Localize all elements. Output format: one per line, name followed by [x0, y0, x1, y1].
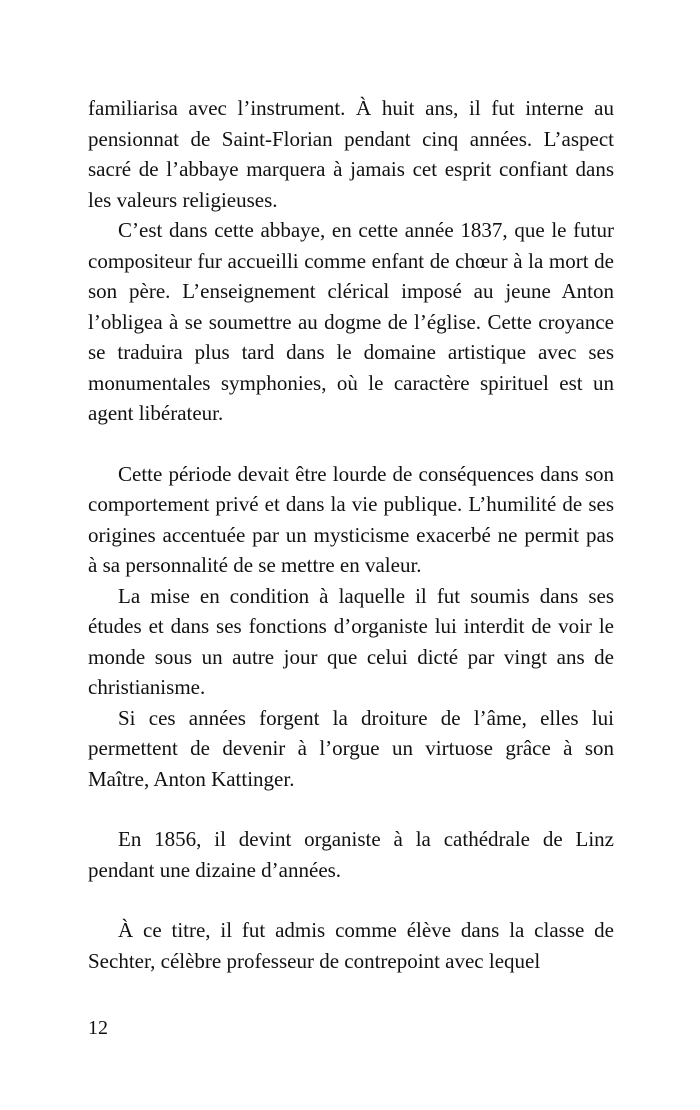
- paragraph-1: familiarisa avec l’instrument. À huit ans, il fut interne au pensionnat de Saint-Florian pendant cinq années. L’aspect sacré de l’abbaye marquera à jamais cet esprit confiant dans les valeurs religieuses.: [88, 96, 614, 212]
- page-number: 12: [88, 1017, 108, 1039]
- body-text: [88, 93, 614, 976]
- paragraph-6: En 1856, il devint organiste à la cathédrale de Linz pendant une dizaine d’années.: [88, 827, 614, 882]
- paragraph-3: Cette période devait être lourde de conséquences dans son comportement privé et dans la vie publique. L’humilité de ses origines accentuée par un mysticisme exacerbé ne permit pas à sa personnalité de se mettre en valeur.: [88, 461, 614, 577]
- paragraph-5: Si ces années forgent la droiture de l’âme, elles lui permettent de devenir à l’orgue un virtuose grâce à son Maître, Anton Kattinger.: [88, 705, 614, 791]
- paragraph-7: À ce titre, il fut admis comme élève dans la classe de Sechter, célèbre professeur de contrepoint avec lequel: [88, 918, 614, 973]
- paragraph-4: La mise en condition à laquelle il fut soumis dans ses études et dans ses fonctions d’organiste lui interdit de voir le monde sous un autre jour que celui dicté par vingt ans de christianisme.: [88, 583, 614, 699]
- paragraph-2: C’est dans cette abbaye, en cette année 1837, que le futur compositeur fur accueilli comme enfant de chœur à la mort de son père. L’enseignement clérical imposé au jeune Anton l’obligea à se soumettre au dogme de l’église. Cette croyance se traduira plus tard dans le domaine artistique avec ses monumentales symphonies, où le caractère spirituel est un agent libérateur.: [88, 218, 614, 425]
